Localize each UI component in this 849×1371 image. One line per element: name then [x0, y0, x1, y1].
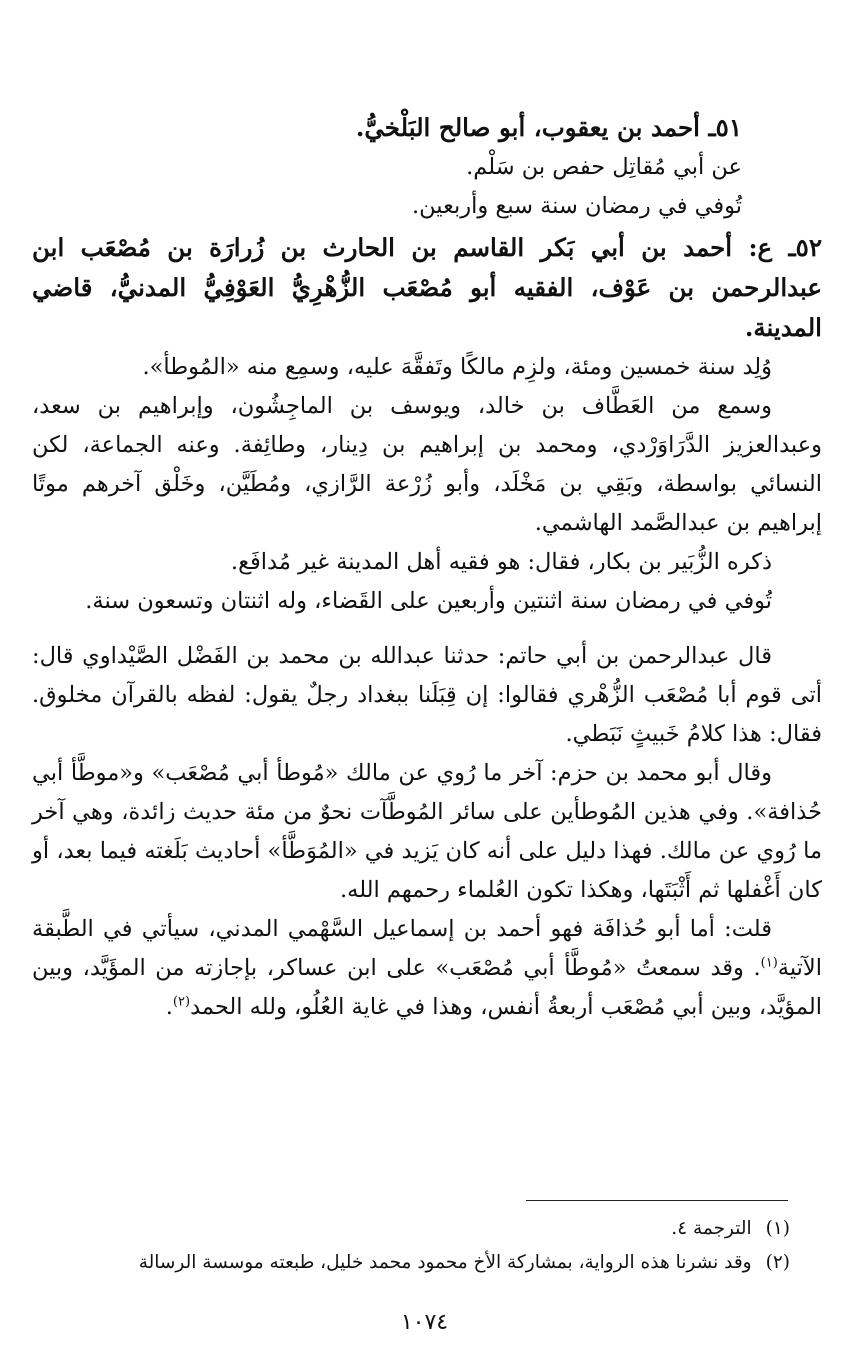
footnote-ref-2[interactable]: (٢) [172, 994, 191, 1010]
footnote-2 [32, 1246, 790, 1280]
footnote-ref-1[interactable]: (١) [760, 955, 778, 971]
entry-52-death: تُوفي في رمضان سنة اثنتين وأربعين على القَضاء، وله اثنتان وتسعون سنة. [85, 588, 772, 614]
footnote-divider [526, 1200, 788, 1201]
footnote-1-text: الترجمة ٤. [671, 1218, 752, 1239]
entry-52-author-note [32, 910, 822, 1027]
entry-51-title: ٥١ـ أحمد بن يعقوب، أبو صالح البَلْخيُّ. [355, 113, 742, 142]
entry-52-birth: وُلِد سنة خمسين ومئة، ولزِم مالكًا وتَفقَّهَ عليه، وسمِع منه «المُوطأ». [142, 354, 772, 380]
footnote-1 [32, 1212, 790, 1246]
entry-52-teachers: وسمع من العَطَّاف بن خالد، ويوسف بن الماجِشُون، وإبراهيم بن سعد، وعبدالعزيز الدَّرَاوَرْدي، ومحمد بن إبراهيم بن دِينار، وطائِفة. وعنه الجماعة، لكن النسائي بواسطة، وبَقِي بن مَخْلَد، وأبو زُرْعة الرَّازي، ومُطَيَّن، وخَلْق آخرهم موتًا إبراهيم بن عبدالصَّمد الهاشمي. [32, 393, 822, 536]
entry-51-teacher: عن أبي مُقاتِل حفص بن سَلْم. [466, 154, 742, 180]
footnote-2-number: (٢) [765, 1252, 790, 1273]
note-part-1: قلت: أما أبو حُذافَة فهو أحمد بن إسماعيل السَّهْمي المدني، سيأتي في الطَّبقة الآتية [32, 916, 822, 981]
note-part-2: . وقد سمعتُ «مُوطَّأ أبي مُصْعَب» على ابن عساكر، بإجازته من المؤَيَّد، وبين المؤيَّد، وبين أبي مُصْعَب أربعةُ أنفس، وهذا في غاية العُلُو، ولله الحمد [32, 955, 822, 1020]
entry-52-zubayr: ذكره الزُّبَير بن بكار، فقال: هو فقيه أهل المدينة غير مُدافَع. [230, 549, 772, 575]
note-end: . [165, 994, 173, 1020]
footnotes [32, 1212, 790, 1280]
entry-52-ibn-hazm: وقال أبو محمد بن حزم: آخر ما رُوي عن مالك «مُوطأ أبي مُصْعَب» و«موطَّأ أبي حُذافة». وفي هذين المُوطأين على سائر المُوطَّآت نحوٌ من مئة حديث زائدة، وهي آخر ما رُوي عن مالك. فهذا دليل على أنه كان يَزيد في «المُوَطَّأ» أحاديث بَلَغته فيما بعد، أو كان أَغْفلها ثم أَثْبَتَها، وهكذا تكون العُلماء رحمهم الله. [32, 760, 822, 903]
entry-51-death: تُوفي في رمضان سنة سبع وأربعين. [412, 193, 742, 219]
entry-52-ibn-abi-hatim: قال عبدالرحمن بن أبي حاتم: حدثنا عبدالله بن محمد بن الفَضْل الصَّيْداوي قال: أتى قوم أبا مُصْعَب الزُّهْري فقالوا: إن قِبَلَنا ببغداد رجلٌ يقول: لفظه بالقرآن مخلوق. فقال: هذا كلامُ خَبيثٍ نَبَطي. [32, 643, 822, 747]
entry-52-title: ٥٢ـ ع: أحمد بن أبي بَكر القاسم بن الحارث بن زُرارَة بن مُصْعَب ابن عبدالرحمن بن عَوْف، الفقيه أبو مُصْعَب الزُّهْرِيُّ العَوْفِيُّ المدنيُّ، قاضي المدينة. [32, 233, 822, 342]
footnote-2-text: وقد نشرنا هذه الرواية، بمشاركة الأخ محمود محمد خليل، طبعته موسسة الرسالة [138, 1252, 752, 1273]
page-number: ١٠٧٤ [400, 1310, 449, 1335]
footnote-1-number: (١) [765, 1218, 790, 1239]
page-body [32, 108, 822, 1027]
